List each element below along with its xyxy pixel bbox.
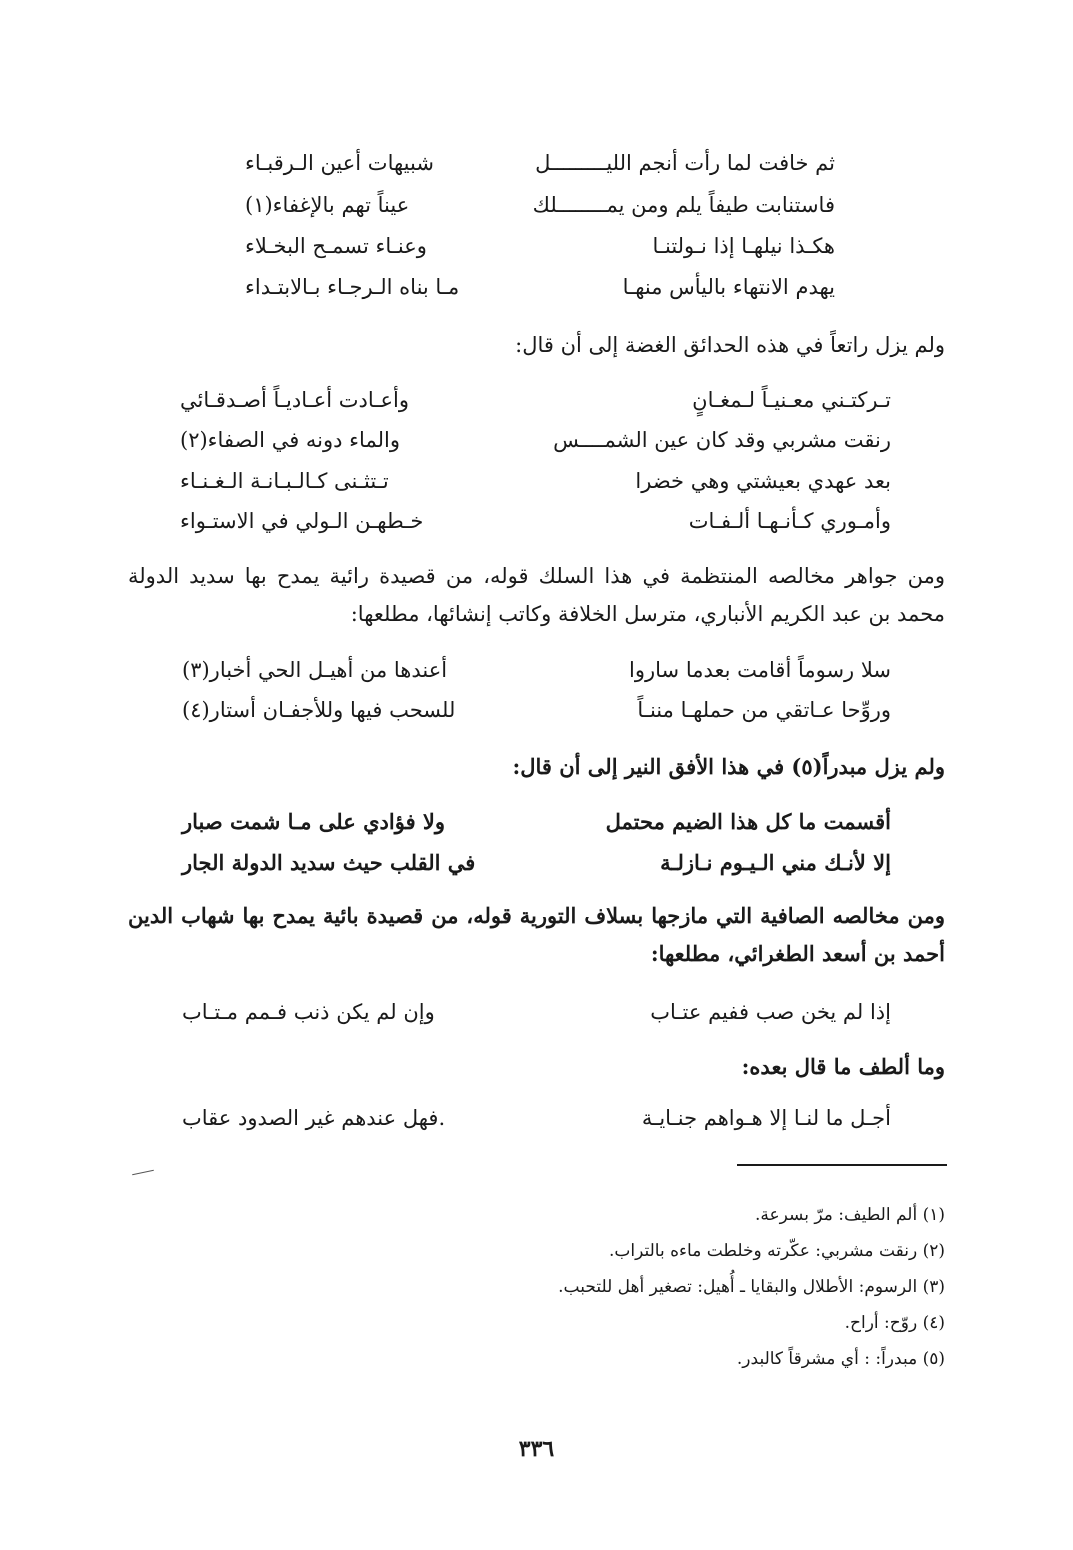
verse-line [180, 461, 891, 501]
verse-hemistich-second: وإن لم يكن ذنب فـمم مـتـاب [182, 1000, 435, 1024]
verse-hemistich-first: إذا لم يخن صب ففيم عتـاب [650, 1000, 891, 1024]
verse-line [182, 650, 891, 690]
verse-hemistich-second: للسحب فيها وللأجفـان أستار(٤) [182, 698, 456, 722]
footnote: (٣) الرسوم: الأطلال والبقايا ـ أُهيل: تصغير أهل للتحبب. [558, 1277, 945, 1297]
verse-hemistich-second: خـطهـن الـولي في الاستـواء [180, 509, 424, 533]
verse-hemistich-first: إلا لأنـك مني الـيـوم نـازلـة [660, 849, 891, 875]
verse-line [245, 267, 835, 307]
verse-line [180, 420, 891, 460]
verse-hemistich-second: ولا فؤادي على مـا شمت صبار [182, 808, 446, 834]
verse-hemistich-second: والماء دونه في الصفاء(٢) [180, 428, 400, 452]
footnote-separator [737, 1164, 947, 1166]
verse-line [245, 143, 835, 183]
verse-line [182, 992, 891, 1032]
verse-line [182, 842, 891, 882]
verse-hemistich-second: في القلب حيث سديد الدولة الجار [182, 849, 476, 875]
footnote: (٤) روّح: أراح. [844, 1313, 945, 1333]
page-number: ٣٣٦ [518, 1436, 555, 1462]
verse-line [182, 690, 891, 730]
verse-hemistich-first: وأمـوري كـأنـهـا ألـفـات [688, 509, 891, 533]
stray-mark [132, 1170, 154, 1176]
verse-hemistich-second: عيناً تهم بالإغفاء(١) [245, 193, 410, 217]
verse-hemistich-first: سلا رسوماً أقامت بعدما ساروا [629, 658, 891, 682]
body-paragraph: ومن مخالصه الصافية التي مازجها بسلاف التورية قوله، من قصيدة بائية يمدح بها شهاب الدين أحمد بن أسعد الطغرائي، مطلعها: [128, 903, 945, 966]
verse-line [182, 801, 891, 841]
verse-line [182, 1098, 891, 1138]
verse-line [180, 501, 891, 541]
intro-line: وما ألطف ما قال بعده: [741, 1054, 945, 1079]
verse-hemistich-second: مـا بناه الـرجـاء بـالابتـداء [245, 275, 460, 299]
verse-hemistich-first: وروِّحا عـاتقي من حملهـا مننـاً [637, 698, 891, 722]
intro-line: ولم يزل راتعاً في هذه الحدائق الغضة إلى أن قال: [515, 333, 945, 357]
verse-hemistich-second: أعندها من أهيـل الحي أخبار(٣) [182, 658, 448, 682]
verse-hemistich-second: وأعـادت أعـاديـاً أصـدقـائي [180, 388, 409, 412]
footnote: (٢) رنقت مشربي: عكّرته وخلطت ماءه بالتراب. [608, 1241, 945, 1261]
verse-line [245, 226, 835, 266]
verse-hemistich-second: شبيهات أعين الـرقبـاء [245, 151, 434, 175]
verse-hemistich-first: ثم خافت لما رأت أنجم الليـــــــــل [535, 151, 835, 175]
verse-hemistich-first: يهدم الانتهاء باليأس منهـا [622, 275, 835, 299]
body-paragraph: ومن جواهر مخالصه المنتظمة في هذا السلك قوله، من قصيدة رائية يمدح بها سديد الدولة محمد بن عبد الكريم الأنباري، مترسل الخلافة وكاتب إنشائها، مطلعها: [128, 564, 945, 626]
verse-line [245, 185, 835, 225]
intro-line: ولم يزل مبدراً(٥) في هذا الأفق النير إلى أن قال: [512, 754, 945, 779]
verse-hemistich-first: فاستنابت طيفاً يلم ومن يمــــــــلك [532, 193, 835, 217]
verse-hemistich-first: أقسمت ما كل هذا الضيم محتمل [605, 808, 891, 834]
verse-hemistich-first: بعد عهدي بعيشتي وهي خضرا [635, 469, 891, 493]
footnote: (٥) مبدراً: : أي مشرقاً كالبدر. [736, 1349, 945, 1369]
verse-line [180, 380, 891, 420]
verse-hemistich-second: وعنـاء تسمـح البخـلاء [245, 234, 427, 258]
verse-hemistich-first: أجـل ما لنـا إلا هـواهم جنـايـة [641, 1106, 891, 1130]
verse-hemistich-second: .فهل عندهم غير الصدود عقاب [182, 1106, 446, 1130]
verse-hemistich-first: هكـذا نيلهـا إذا نـولتنـا [652, 234, 835, 258]
verse-hemistich-first: رنقت مشربي وقد كان عين الشمــــس [553, 428, 891, 452]
verse-hemistich-first: تـركتـني معـنيـاً لـمغـانٍ [692, 388, 891, 412]
footnote: (١) ألم الطيف: مرّ بسرعة. [755, 1205, 945, 1225]
verse-hemistich-second: تـتثـنى كـالـبـانـة الـغـنـاء [180, 469, 389, 493]
